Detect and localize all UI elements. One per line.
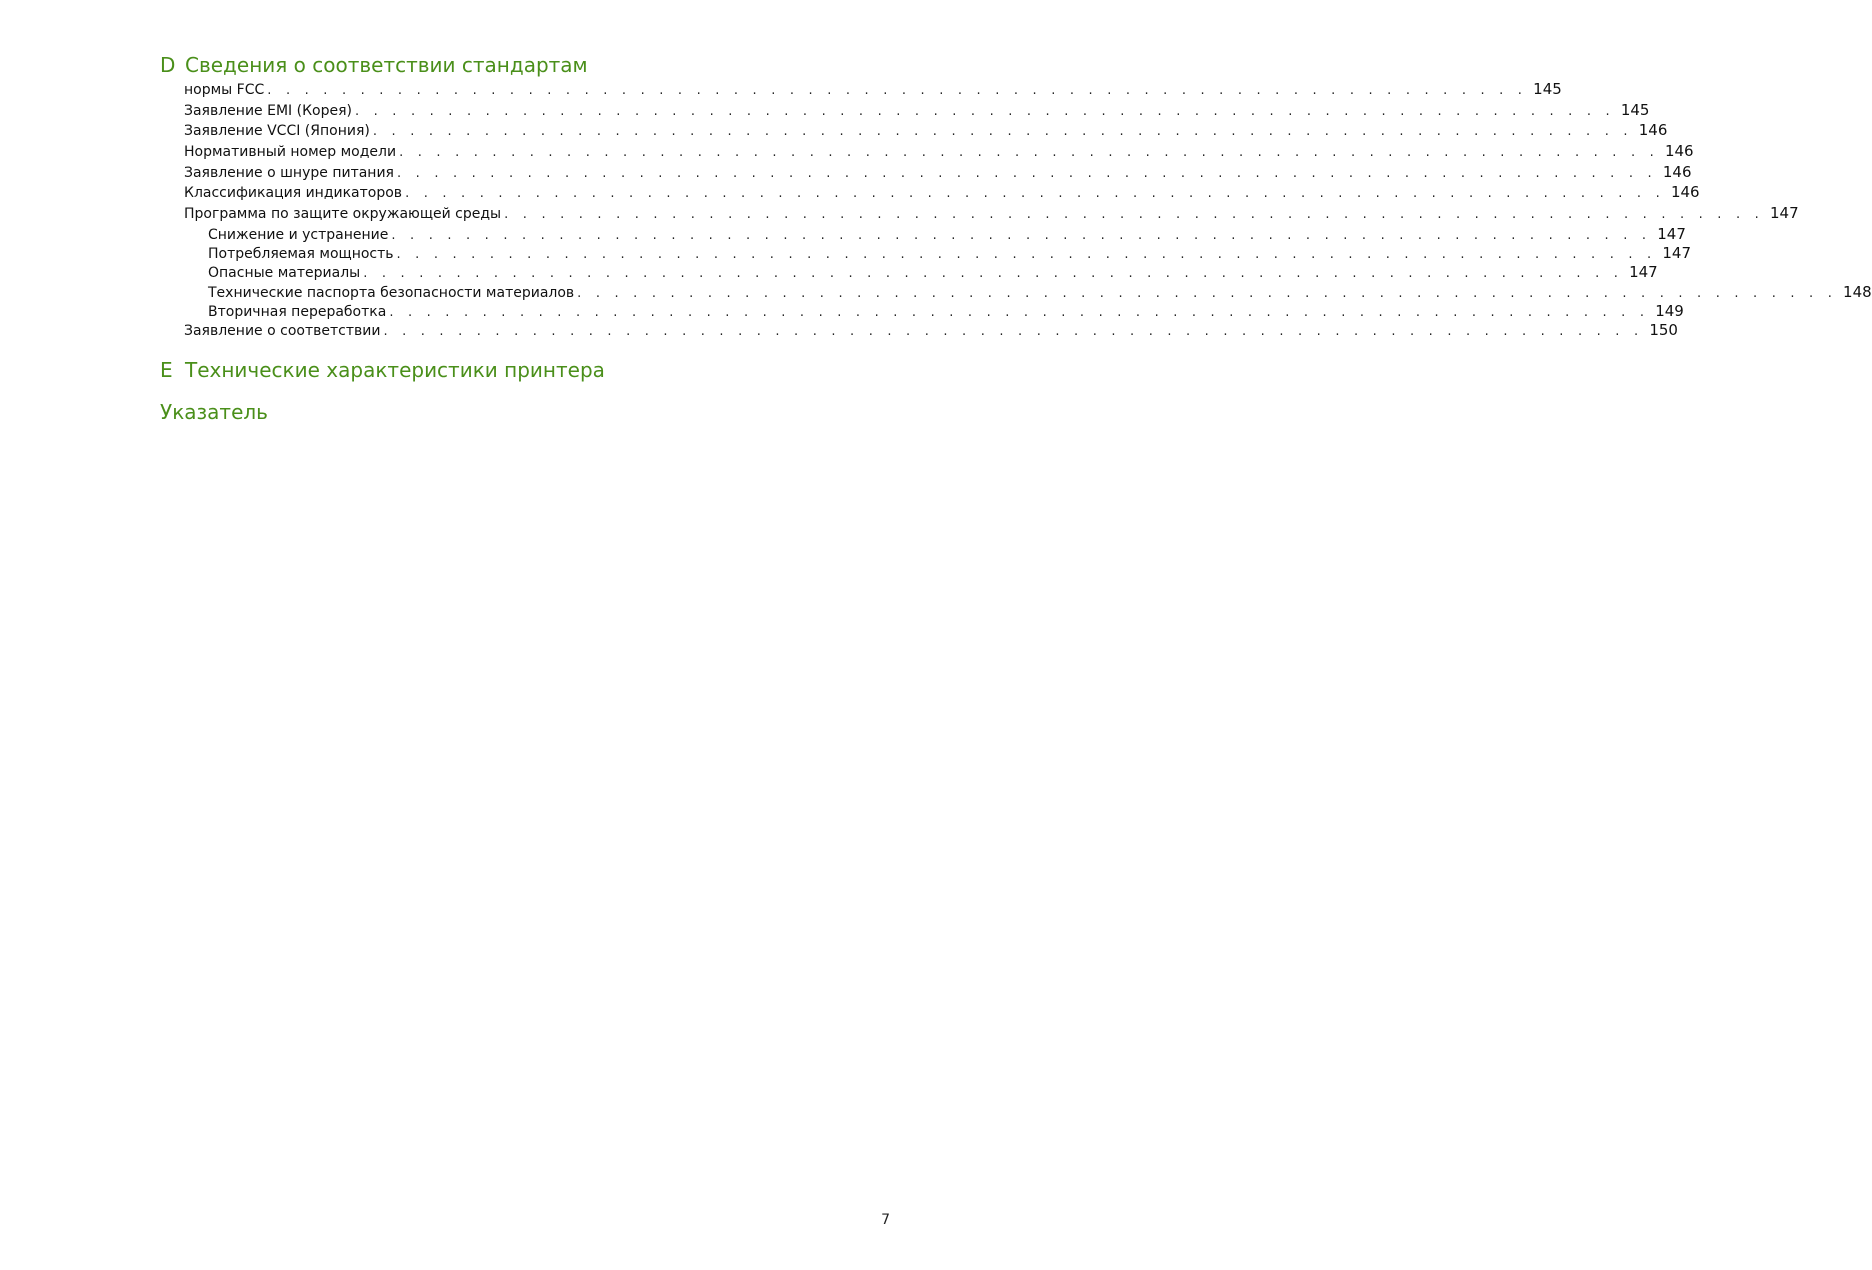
toc-entry[interactable] bbox=[184, 141, 1694, 162]
toc-entry[interactable] bbox=[184, 79, 1562, 100]
leader-dots: . . . . . . . . . . . . . . . . . . . . . . . . . . . . . . . . . . . . . . . . . . . . . . . . . . . . . . . . . . . . . . . . . . . . bbox=[383, 324, 1644, 340]
leader-dots: . . . . . . . . . . . . . . . . . . . . . . . . . . . . . . . . . . . . . . . . . . . . . . . . . . . . . . . . . . . . . . . . . . . . bbox=[354, 103, 1615, 119]
toc-list bbox=[184, 79, 1872, 341]
toc-entry-label: Технические паспорта безопасности материалов bbox=[184, 283, 577, 303]
leader-dots: . . . . . . . . . . . . . . . . . . . . . . . . . . . . . . . . . . . . . . . . . . . . . . . . . . . . . . . . . . . . . . . . . . . . bbox=[267, 83, 1528, 98]
toc-entry-label: Классификация индикаторов bbox=[184, 183, 405, 203]
toc-entry-label: Заявление VCCI (Япония) bbox=[184, 121, 373, 141]
toc-entry[interactable] bbox=[184, 203, 1799, 224]
toc-entry[interactable] bbox=[184, 120, 1668, 141]
toc-subentry[interactable] bbox=[184, 243, 1692, 263]
toc-entry-page: 145 bbox=[1620, 100, 1650, 119]
toc-entry-label: нормы FCC bbox=[184, 80, 267, 100]
page-number: 7 bbox=[881, 1212, 890, 1228]
toc-entry-page: 148 bbox=[1843, 282, 1872, 301]
toc-entry-label: Вторичная переработка bbox=[184, 302, 389, 322]
leader-dots: . . . . . . . . . . . . . . . . . . . . . . . . . . . . . . . . . . . . . . . . . . . . . . . . . . . . . . . . . . . . . . . . . . . . bbox=[391, 227, 1652, 243]
chapter-letter: E bbox=[160, 358, 173, 382]
leader-dots: . . . . . . . . . . . . . . . . . . . . . . . . . . . . . . . . . . . . . . . . . . . . . . . . . . . . . . . . . . . . . . . . . . . . bbox=[396, 247, 1657, 263]
toc-entry-label: Нормативный номер модели bbox=[184, 142, 399, 162]
leader-dots: . . . . . . . . . . . . . . . . . . . . . . . . . . . . . . . . . . . . . . . . . . . . . . . . . . . . . . . . . . . . . . . . . . . . bbox=[372, 124, 1633, 140]
chapter-heading-d[interactable] bbox=[160, 53, 588, 77]
leader-dots: . . . . . . . . . . . . . . . . . . . . . . . . . . . . . . . . . . . . . . . . . . . . . . . . . . . . . . . . . . . . . . . . . . . . bbox=[396, 165, 1657, 181]
toc-entry-label: Снижение и устранение bbox=[184, 225, 391, 245]
toc-entry-page: 147 bbox=[1629, 263, 1658, 282]
chapter-title: Технические характеристики принтера bbox=[185, 358, 605, 382]
leader-dots: . . . . . . . . . . . . . . . . . . . . . . . . . . . . . . . . . . . . . . . . . . . . . . . . . . . . . . . . . . . . . . . . . . . . bbox=[405, 186, 1665, 202]
leader-dots: . . . . . . . . . . . . . . . . . . . . . . . . . . . . . . . . . . . . . . . . . . . . . . . . . . . . . . . . . . . . . . . . . . . . bbox=[504, 207, 1764, 223]
leader-dots: . . . . . . . . . . . . . . . . . . . . . . . . . . . . . . . . . . . . . . . . . . . . . . . . . . . . . . . . . . . . . . . . . . . . bbox=[577, 285, 1838, 301]
toc-entry-page: 146 bbox=[1670, 183, 1700, 202]
leader-dots: . . . . . . . . . . . . . . . . . . . . . . . . . . . . . . . . . . . . . . . . . . . . . . . . . . . . . . . . . . . . . . . . . . . . bbox=[399, 145, 1659, 161]
toc-entry-label: Заявление о шнуре питания bbox=[184, 163, 397, 183]
toc-entry-page: 146 bbox=[1662, 162, 1692, 181]
chapter-heading-e[interactable] bbox=[160, 358, 605, 382]
toc-entry-label: Заявление EMI (Корея) bbox=[184, 101, 355, 121]
chapter-title: Сведения о соответствии стандартам bbox=[185, 53, 588, 77]
toc-subentry[interactable] bbox=[184, 301, 1684, 320]
toc-entry-page: 147 bbox=[1662, 244, 1692, 263]
toc-subentry[interactable] bbox=[184, 224, 1686, 243]
toc-entry-page: 150 bbox=[1649, 321, 1678, 340]
toc-entry-label: Опасные материалы bbox=[184, 263, 363, 283]
toc-entry-label: Программа по защите окружающей среды bbox=[184, 204, 504, 224]
toc-entry-page: 147 bbox=[1657, 224, 1686, 243]
leader-dots: . . . . . . . . . . . . . . . . . . . . . . . . . . . . . . . . . . . . . . . . . . . . . . . . . . . . . . . . . . . . . . . . . . . . bbox=[363, 266, 1624, 282]
toc-entry[interactable] bbox=[184, 100, 1650, 121]
leader-dots: . . . . . . . . . . . . . . . . . . . . . . . . . . . . . . . . . . . . . . . . . . . . . . . . . . . . . . . . . . . . . . . . . . . . bbox=[389, 305, 1650, 320]
chapter-letter: D bbox=[160, 53, 176, 77]
toc-entry[interactable] bbox=[184, 162, 1692, 183]
toc-entry[interactable] bbox=[184, 320, 1678, 341]
toc-entry-label: Потребляемая мощность bbox=[184, 244, 397, 264]
toc-entry-page: 146 bbox=[1664, 142, 1694, 161]
chapter-title: Указатель bbox=[160, 400, 268, 424]
toc-entry[interactable] bbox=[184, 182, 1700, 203]
toc-entry-page: 149 bbox=[1655, 302, 1684, 320]
toc-entry-page: 147 bbox=[1769, 204, 1799, 223]
toc-subentry[interactable] bbox=[184, 262, 1658, 282]
toc-entry-page: 145 bbox=[1533, 80, 1562, 98]
chapter-heading-index[interactable] bbox=[160, 400, 268, 424]
toc-entry-page: 146 bbox=[1638, 121, 1668, 140]
toc-subentry[interactable] bbox=[184, 282, 1872, 301]
toc-entry-label: Заявление о соответствии bbox=[184, 321, 383, 341]
